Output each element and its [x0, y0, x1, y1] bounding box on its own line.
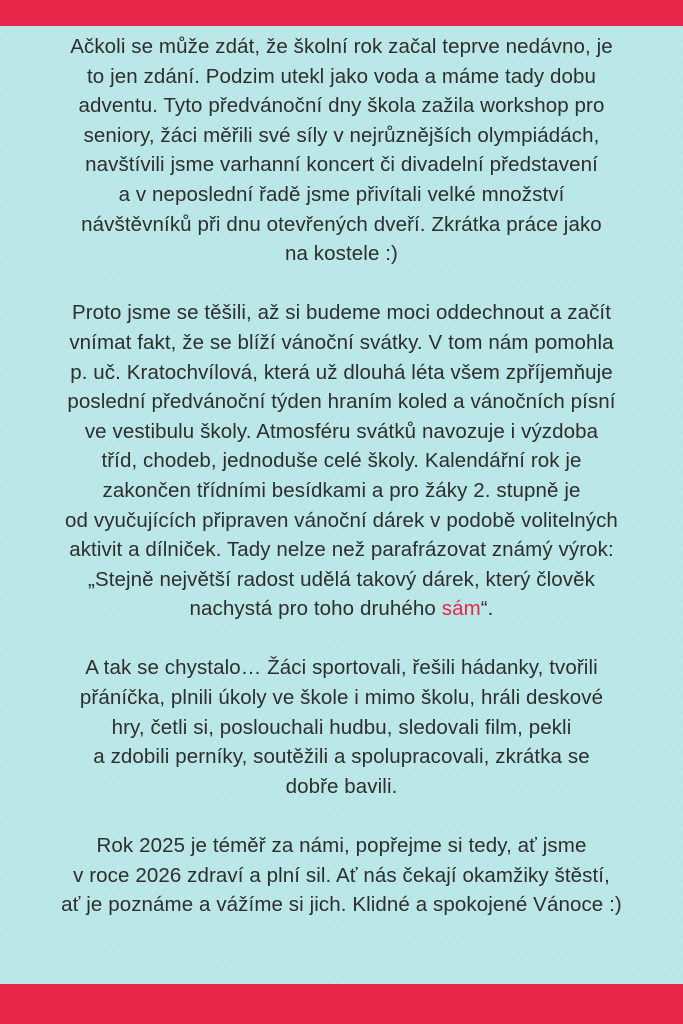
- text-line: to jen zdání. Podzim utekl jako voda a máme tady dobu: [87, 64, 596, 88]
- text-line: a v neposlední řadě jsme přivítali velké množství: [118, 182, 565, 206]
- text-line: přáníčka, plnili úkoly ve škole i mimo školu, hráli deskové: [79, 686, 604, 710]
- text-line: „Stejně největší radost udělá takový dárek, který člověk: [88, 567, 595, 591]
- text-line: tříd, chodeb, jednoduše celé školy. Kalendářní rok je: [101, 449, 582, 473]
- text-line: návštěvníků při dnu otevřených dveří. Zkrátka práce jako: [81, 212, 602, 236]
- bottom-band: [0, 984, 683, 1024]
- text-line: dobře bavili.: [285, 774, 398, 798]
- paragraph-christmas: [18, 298, 665, 624]
- text-line: ve vestibulu školy. Atmosféru svátků navozuje i výzdoba: [84, 419, 599, 443]
- text-line: Rok 2025 je téměř za námi, popřejme si tedy, ať jsme: [96, 834, 587, 858]
- text-line: A tak se chystalo… Žáci sportovali, řešili hádanky, tvořili: [85, 656, 598, 680]
- text-line: p. uč. Kratochvílová, která už dlouhá léta všem zpříjemňuje: [70, 360, 613, 384]
- text-line: na kostele :): [285, 242, 398, 266]
- text-line: vnímat fakt, že se blíží vánoční svátky. V tom nám pomohla: [69, 330, 614, 354]
- text-line: navštívili jsme varhanní koncert či divadelní představení: [85, 153, 598, 177]
- text-line: seniory, žáci měřili své síly v nejrůznějších olympiádách,: [83, 123, 600, 147]
- top-band: [0, 0, 683, 26]
- text-line: zakončen třídními besídkami a pro žáky 2. stupně je: [102, 478, 581, 502]
- text-line: v roce 2026 zdraví a plní sil. Ať nás čekají okamžiky štěstí,: [73, 863, 610, 887]
- paragraph-gap: [18, 624, 665, 654]
- paragraph-intro: [18, 32, 665, 269]
- highlighted-word: sám: [441, 597, 481, 621]
- text-line: nachystá pro toho druhého: [189, 597, 442, 621]
- text-line: poslední předvánoční týden hraním koled a vánočních písní: [67, 390, 616, 414]
- paragraph-gap: [18, 269, 665, 299]
- text-line: aktivit a dílniček. Tady nelze než parafrázovat známý výrok:: [69, 538, 614, 562]
- text-line: Proto jsme se těšili, až si budeme moci oddechnout a začít: [71, 301, 612, 325]
- text-line: od vyučujících připraven vánoční dárek v podobě volitelných: [65, 508, 618, 532]
- paragraph-activities: [18, 653, 665, 801]
- text-line: adventu. Tyto předvánoční dny škola zažila workshop pro: [78, 94, 605, 118]
- text-line: ať je poznáme a vážíme si jich. Klidné a spokojené Vánoce :): [61, 893, 622, 917]
- text-line: hry, četli si, poslouchali hudbu, sledovali film, pekli: [111, 715, 572, 739]
- text-line: a zdobili perníky, soutěžili a spolupracovali, zkrátka se: [93, 745, 590, 769]
- text-line-end: “.: [480, 597, 494, 621]
- article-text: [18, 32, 665, 920]
- paragraph-wishes: [18, 831, 665, 920]
- paragraph-gap: [18, 801, 665, 831]
- text-line: Ačkoli se může zdát, že školní rok začal teprve nedávno, je: [70, 35, 613, 58]
